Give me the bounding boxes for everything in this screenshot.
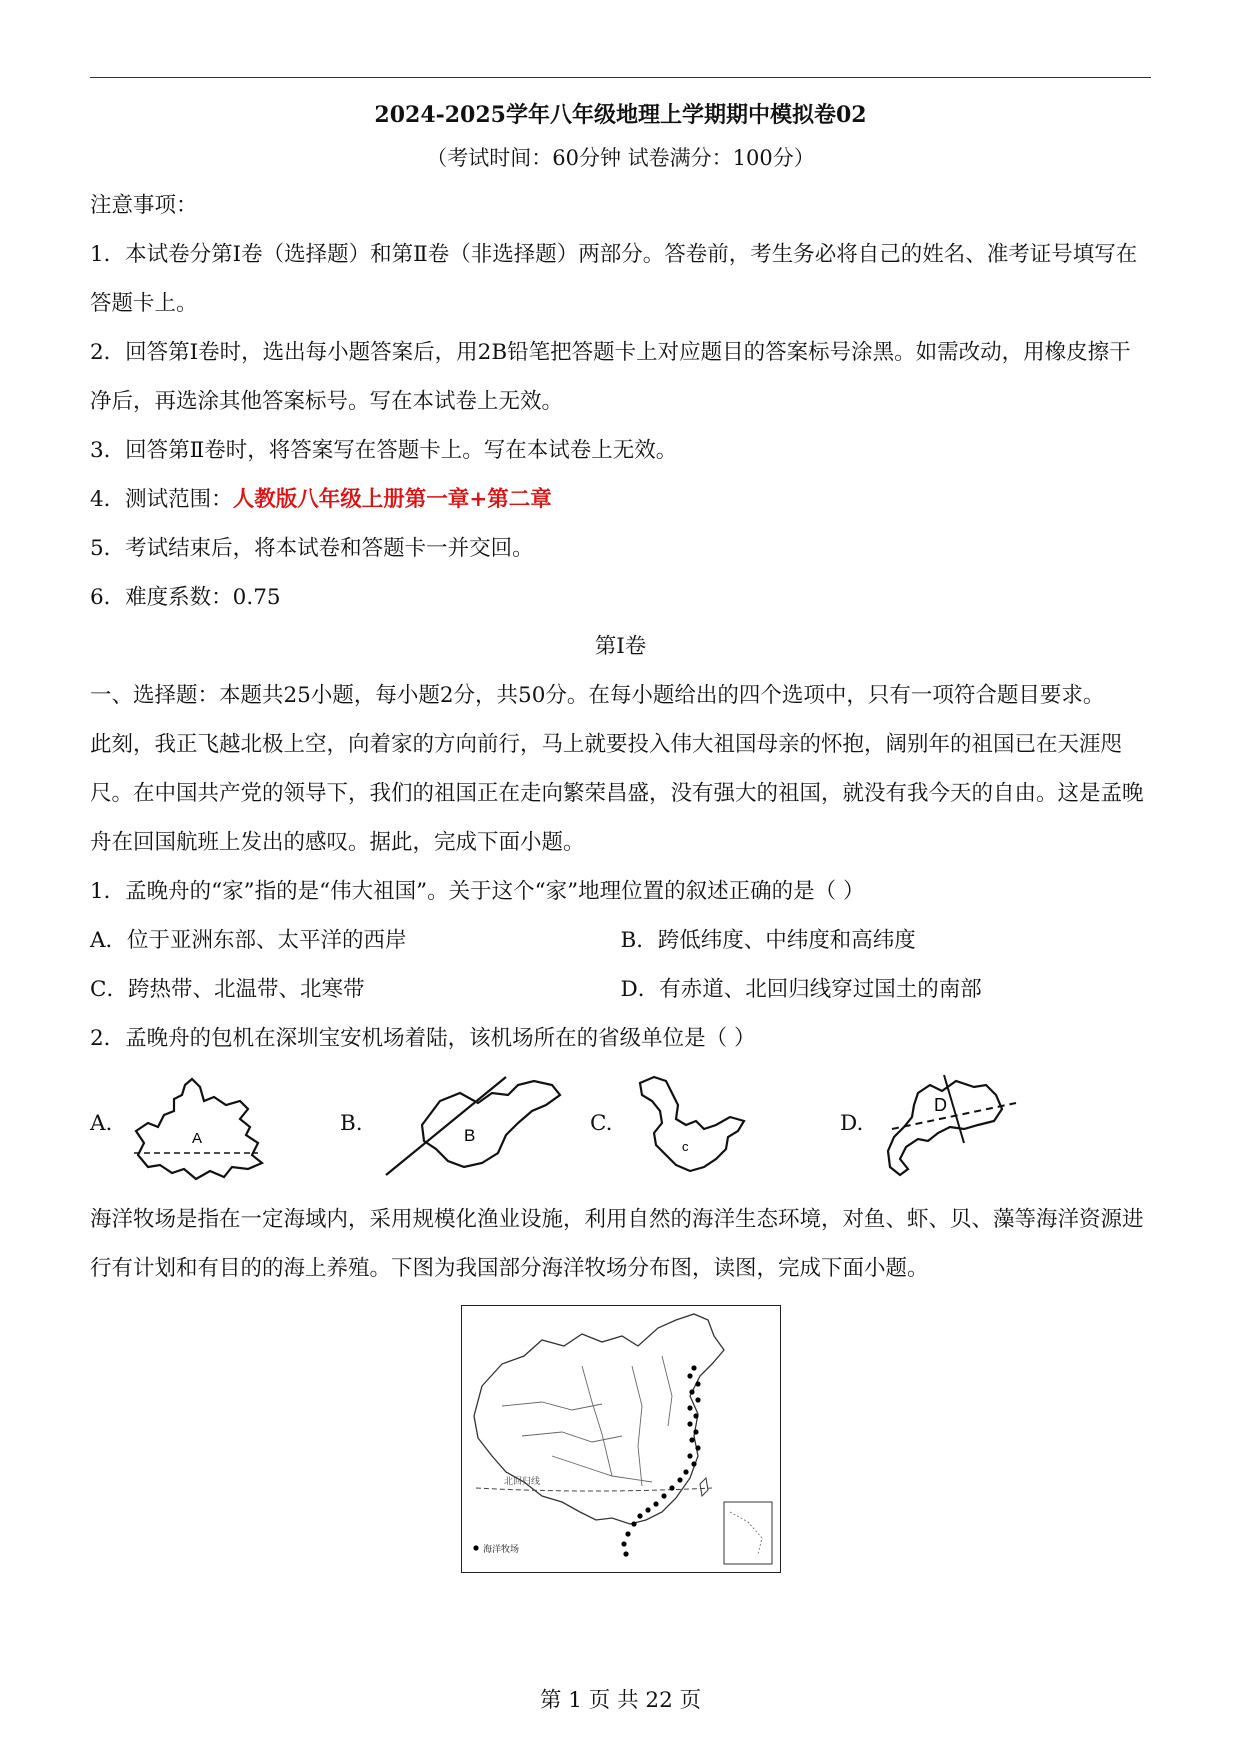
- note-item-1: 1．本试卷分第Ⅰ卷（选择题）和第Ⅱ卷（非选择题）两部分。答卷前，考生务必将自己的姓名、准考证号填写在答题卡上。: [90, 242, 1138, 316]
- q2-option-c: [590, 1071, 830, 1195]
- province-map-d: [882, 1071, 1052, 1195]
- page-footer: 第 1 页 共 22 页: [539, 1688, 702, 1713]
- map-letter-b: B: [464, 1126, 476, 1145]
- map-letter-a: A: [192, 1130, 203, 1147]
- note-item-2: 2．回答第Ⅰ卷时，选出每小题答案后，用2B铅笔把答题卡上对应题目的答案标号涂黑。如需改动，用橡皮擦干净后，再选涂其他答案标号。写在本试卷上无效。: [90, 340, 1131, 414]
- map-letter-d: D: [934, 1095, 947, 1115]
- notes-heading: 注意事项：: [90, 193, 198, 218]
- note-item-4: [90, 475, 1151, 524]
- exam-page: [90, 95, 1151, 1573]
- test-scope: 人教版八年级上册第一章+第二章: [232, 487, 552, 512]
- question-2-figure-options: [90, 1071, 1151, 1195]
- marine-ranch-dots: [621, 1365, 700, 1556]
- q2-option-c-label: C.: [590, 1111, 613, 1136]
- header-rule: [90, 77, 1151, 78]
- note-item-4-prefix: 4．测试范围：: [90, 487, 233, 512]
- china-map-figure: [462, 1306, 780, 1572]
- exam-title: 2024-2025学年八年级地理上学期期中模拟卷02: [374, 102, 867, 128]
- province-map-b: [382, 1071, 567, 1195]
- province-map-c: [632, 1071, 777, 1195]
- q2-option-b-label: B.: [340, 1111, 363, 1136]
- section-title: 第Ⅰ卷: [594, 634, 647, 659]
- question-1-options-row-1: [90, 916, 1151, 965]
- q1-option-c: C．跨热带、北温带、北寒带: [90, 977, 365, 1002]
- question-1-stem: 1．孟晚舟的“家”指的是“伟大祖国”。关于这个“家”地理位置的叙述正确的是（ ）: [90, 879, 865, 904]
- q1-option-b: B．跨低纬度、中纬度和高纬度: [620, 928, 916, 953]
- q2-option-a: [90, 1071, 310, 1195]
- note-item-5: 5．考试结束后，将本试卷和答题卡一并交回。: [90, 536, 534, 561]
- section-instructions: 一、选择题：本题共25小题，每小题2分，共50分。在每小题给出的四个选项中，只有一项符合题目要求。: [90, 683, 1105, 708]
- province-map-a: [130, 1071, 275, 1195]
- tropic-label: 北回归线: [503, 1476, 540, 1486]
- q2-option-a-label: A.: [90, 1111, 113, 1136]
- passage-1: 此刻，我正飞越北极上空，向着家的方向前行，马上就要投入伟大祖国母亲的怀抱，阔别年的祖国已在天涯咫尺。在中国共产党的领导下，我们的祖国正在走向繁荣昌盛，没有强大的祖国，就没有我今天的自由。这是孟晚舟在回国航班上发出的感叹。据此，完成下面小题。: [90, 732, 1144, 855]
- note-item-6: 6．难度系数：0.75: [90, 585, 281, 610]
- map-letter-c: c: [682, 1139, 689, 1154]
- q1-option-d: D．有赤道、北回归线穿过国土的南部: [620, 977, 982, 1002]
- map-legend: 海洋牧场: [482, 1544, 519, 1554]
- question-1-options-row-2: [90, 965, 1151, 1014]
- legend-dot-icon: [473, 1545, 478, 1550]
- note-item-3: 3．回答第Ⅱ卷时，将答案写在答题卡上。写在本试卷上无效。: [90, 438, 678, 463]
- question-2-stem: 2．孟晚舟的包机在深圳宝安机场着陆，该机场所在的省级单位是（ ）: [90, 1026, 756, 1051]
- q2-option-b: [340, 1071, 580, 1195]
- passage-2: 海洋牧场是指在一定海域内，采用规模化渔业设施，利用自然的海洋生态环境，对鱼、虾、贝、藻等海洋资源进行有计划和有目的的海上养殖。下图为我国部分海洋牧场分布图，读图，完成下面小题。: [90, 1207, 1144, 1281]
- q1-option-a: A．位于亚洲东部、太平洋的西岸: [90, 928, 407, 953]
- q2-option-d: [840, 1071, 1140, 1195]
- q2-option-d-label: D.: [840, 1111, 864, 1136]
- marine-ranch-map: [461, 1305, 781, 1573]
- exam-subtitle: （考试时间：60分钟 试卷满分：100分）: [426, 146, 815, 170]
